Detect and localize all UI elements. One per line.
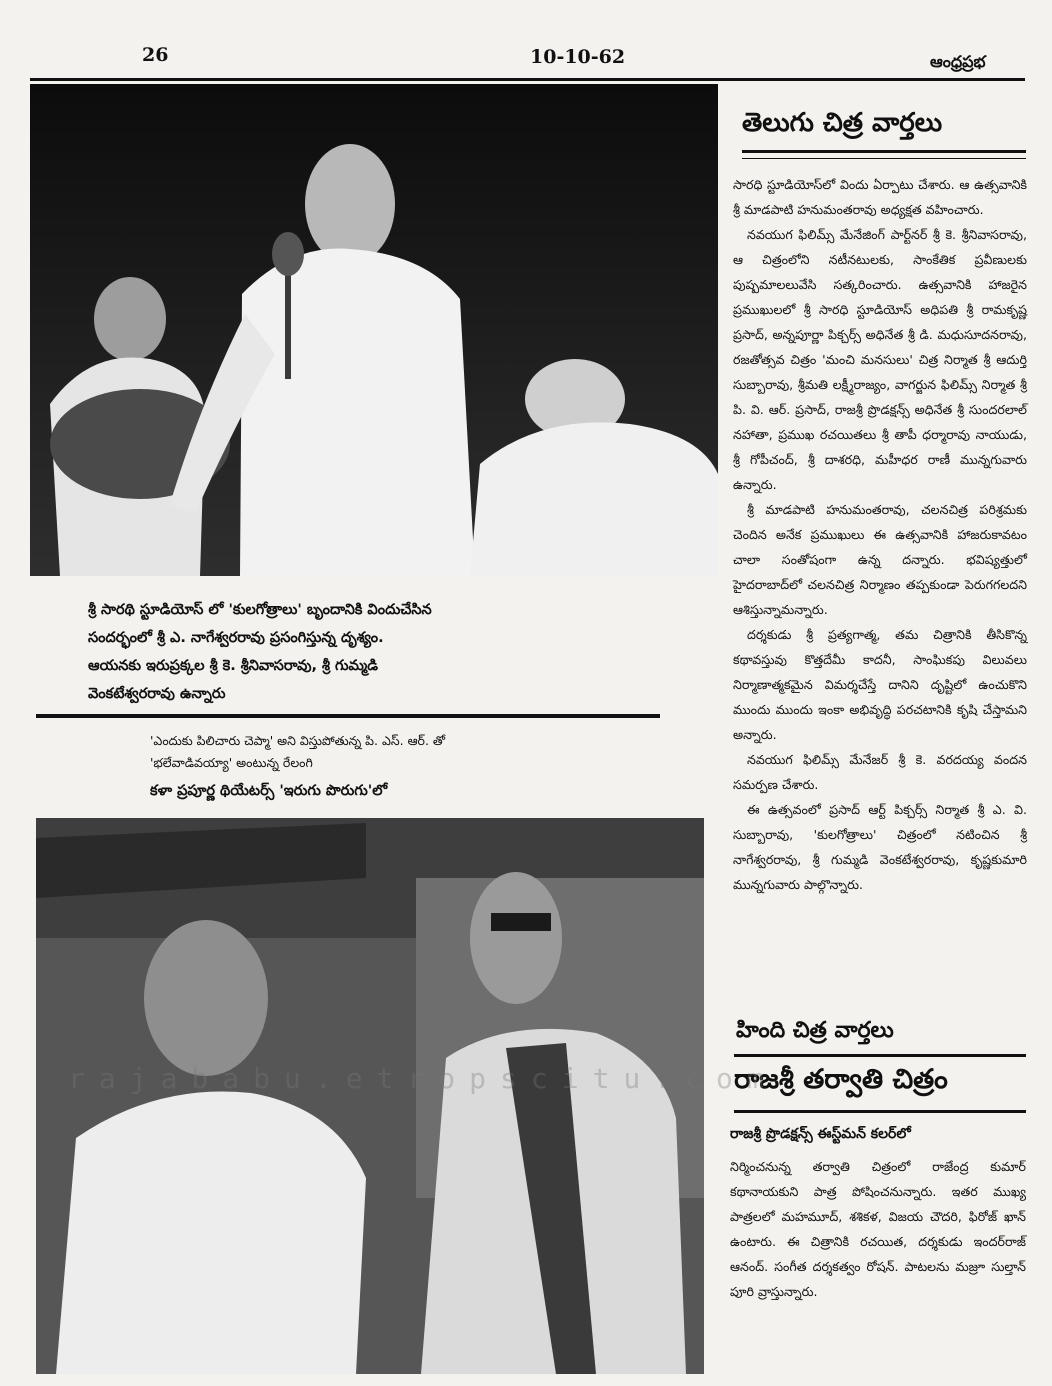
news-paragraph: నవయుగ ఫిలిమ్స్ మేనేజర్ శ్రీ కె. వరదయ్య వందన సమర్పణ చేశారు. (733, 752, 1027, 792)
caption-line: సందర్భంలో శ్రీ ఎ. నాగేశ్వరరావు ప్రసంగిస్తున్న దృశ్యం. (88, 630, 384, 646)
photo-film-still-image (36, 818, 704, 1374)
story-body: నిర్మించనున్న తర్వాతి చిత్రంలో రాజేంద్ర కుమార్ కథానాయకుని పాత్ర పోషించనున్నారు. ఇతర ముఖ్య పాత్రలలో మహమూద్, శశికళ, విజయ చౌదరి, ఫిరోజ్ ఖాన్ ఉంటారు. ఈ చిత్రానికి రచయిత, దర్శకుడు ఇందర్‌రాజ్ ఆనంద్. సంగీత దర్శకత్వం రోషన్. పాటలను మజ్రూ సుల్తాన్ పూరి వ్రాస్తున్నారు. (730, 1159, 1026, 1299)
news-paragraph: నవయుగ ఫిలిమ్స్ మేనేజింగ్ పార్ట్‌నర్ శ్రీ కె. శ్రీనివాసరావు, ఆ చిత్రంలోని నటీనటులకు, సాంకేతిక ప్రవీణులకు పుష్పమాలలువేసి సత్కరించారు. ఉత్సవానికి హాజరైన ప్రముఖులలో శ్రీ సారధి స్టూడియోస్ అధిపతి శ్రీ రామకృష్ణ ప్రసాద్, అన్నపూర్ణా పిక్చర్స్ అధినేత శ్రీ డి. మధుసూదనరావు, రజతోత్సవ చిత్రం 'మంచి మనసులు' చిత్ర నిర్మాత శ్రీ ఆదుర్తి సుబ్బారావు, శ్రీమతి లక్ష్మీరాజ్యం, వాగర్జున ఫిలిమ్స్ నిర్మాత శ్రీ పి. వి. ఆర్. ప్రసాద్, రాజశ్రీ ప్రొడక్షన్స్ అధినేత శ్రీ సుందరలాల్ నహాతా, ప్రముఖ రచయితలు శ్రీ తాపీ ధర్మారావు నాయుడు, శ్రీ గోపీచంద్, శ్రీ దాశరధి, మహీధర రాణీ మున్నగువారు ఉన్నారు. (733, 227, 1027, 492)
photo-film-still (36, 818, 704, 1374)
photo-speech-event (30, 84, 718, 576)
photo-top-caption (88, 596, 698, 708)
hindi-title-rule (734, 1054, 1026, 1057)
photo-speech-scene-image (30, 84, 718, 576)
caption-line: 'భలేవాడివయ్యా' అంటున్న రేలంగి (150, 755, 313, 770)
section-title-hindi: హింది చిత్ర వార్తలు (736, 1018, 894, 1043)
header-rule (30, 78, 1025, 81)
telugu-film-news (733, 172, 1027, 897)
caption-line: ఆయనకు ఇరుప్రక్కల శ్రీ కె. శ్రీనివాసరావు, శ్రీ గుమ్మడి (88, 658, 378, 674)
story-headline: రాజశ్రీ తర్వాతి చిత్రం (734, 1064, 948, 1095)
issue-date: 10-10-62 (530, 46, 626, 68)
news-paragraph: శ్రీ మాడపాటి హనుమంతరావు, చలనచిత్ర పరిశ్రమకు చెందిన అనేక ప్రముఖులు ఈ ఉత్సవానికి హాజరుకావటం చాలా సంతోషంగా ఉన్న దన్నారు. భవిష్యత్తులో హైదరాబాద్‌లో చలనచిత్ర నిర్మాణం తప్పకుండా పెరుగగలదని ఆశిస్తున్నామన్నారు. (733, 502, 1027, 617)
section-title-rule (742, 150, 1026, 153)
section-divider (36, 714, 660, 718)
page-number: 26 (142, 44, 169, 66)
photo-bottom-caption (150, 730, 670, 802)
news-paragraph: సారధి స్టూడియోస్‌లో విందు ఏర్పాటు చేశారు. ఆ ఉత్సవానికి శ్రీ మాడపాటి హనుమంతరావు అధ్యక్షత వహించారు. (733, 177, 1027, 217)
watermark-text: rajababu.etropscitu.com (68, 1062, 778, 1095)
story-lead: రాజశ్రీ ప్రొడక్షన్స్ ఈస్ట్‌మన్ కలర్‌లో (730, 1126, 911, 1142)
section-title-rule-2 (742, 158, 1026, 159)
section-title-telugu: తెలుగు చిత్ర వార్తలు (742, 108, 943, 138)
news-paragraph: ఈ ఉత్సవంలో ప్రసాద్ ఆర్ట్ పిక్చర్స్ నిర్మాత శ్రీ ఎ. వి. సుబ్బారావు, 'కులగోత్రాలు' చిత్రంలో నటించిన శ్రీ నాగేశ్వరరావు, శ్రీ గుమ్మడి వెంకటేశ్వరరావు, కృష్ణకుమారి మున్నగువారు పాల్గొన్నారు. (733, 802, 1027, 892)
publication-name: ఆంధ్రప్రభ (930, 52, 986, 71)
caption-line: వెంకటేశ్వరరావు ఉన్నారు (88, 686, 226, 702)
caption-line: 'ఎందుకు పిలిచారు చెప్మా' అని విస్తుపోతున్న పి. ఎస్. ఆర్. తో (150, 733, 446, 748)
headline-rule (734, 1110, 1026, 1113)
caption-line: శ్రీ సారథి స్టూడియోస్ లో 'కులగోత్రాలు' బృందానికి విందుచేసిన (88, 602, 432, 618)
caption-bold-line: కళా ప్రపూర్ణ థియేటర్స్ 'ఇరుగు పొరుగు'లో (150, 783, 388, 799)
news-paragraph: దర్శకుడు శ్రీ ప్రత్యగాత్మ, తమ చిత్రానికి తీసికొన్న కథావస్తువు కొత్తదేమీ కాదనీ, సాంఘికపు విలువలు నిర్మాణాత్మకమైన విమర్శచేస్తే దానిని దృష్టిలో ఉంచుకొని ముందు ముందు ఇంకా అభివృద్ధి పరచటానికి కృషి చేస్తామని అన్నారు. (733, 627, 1027, 742)
